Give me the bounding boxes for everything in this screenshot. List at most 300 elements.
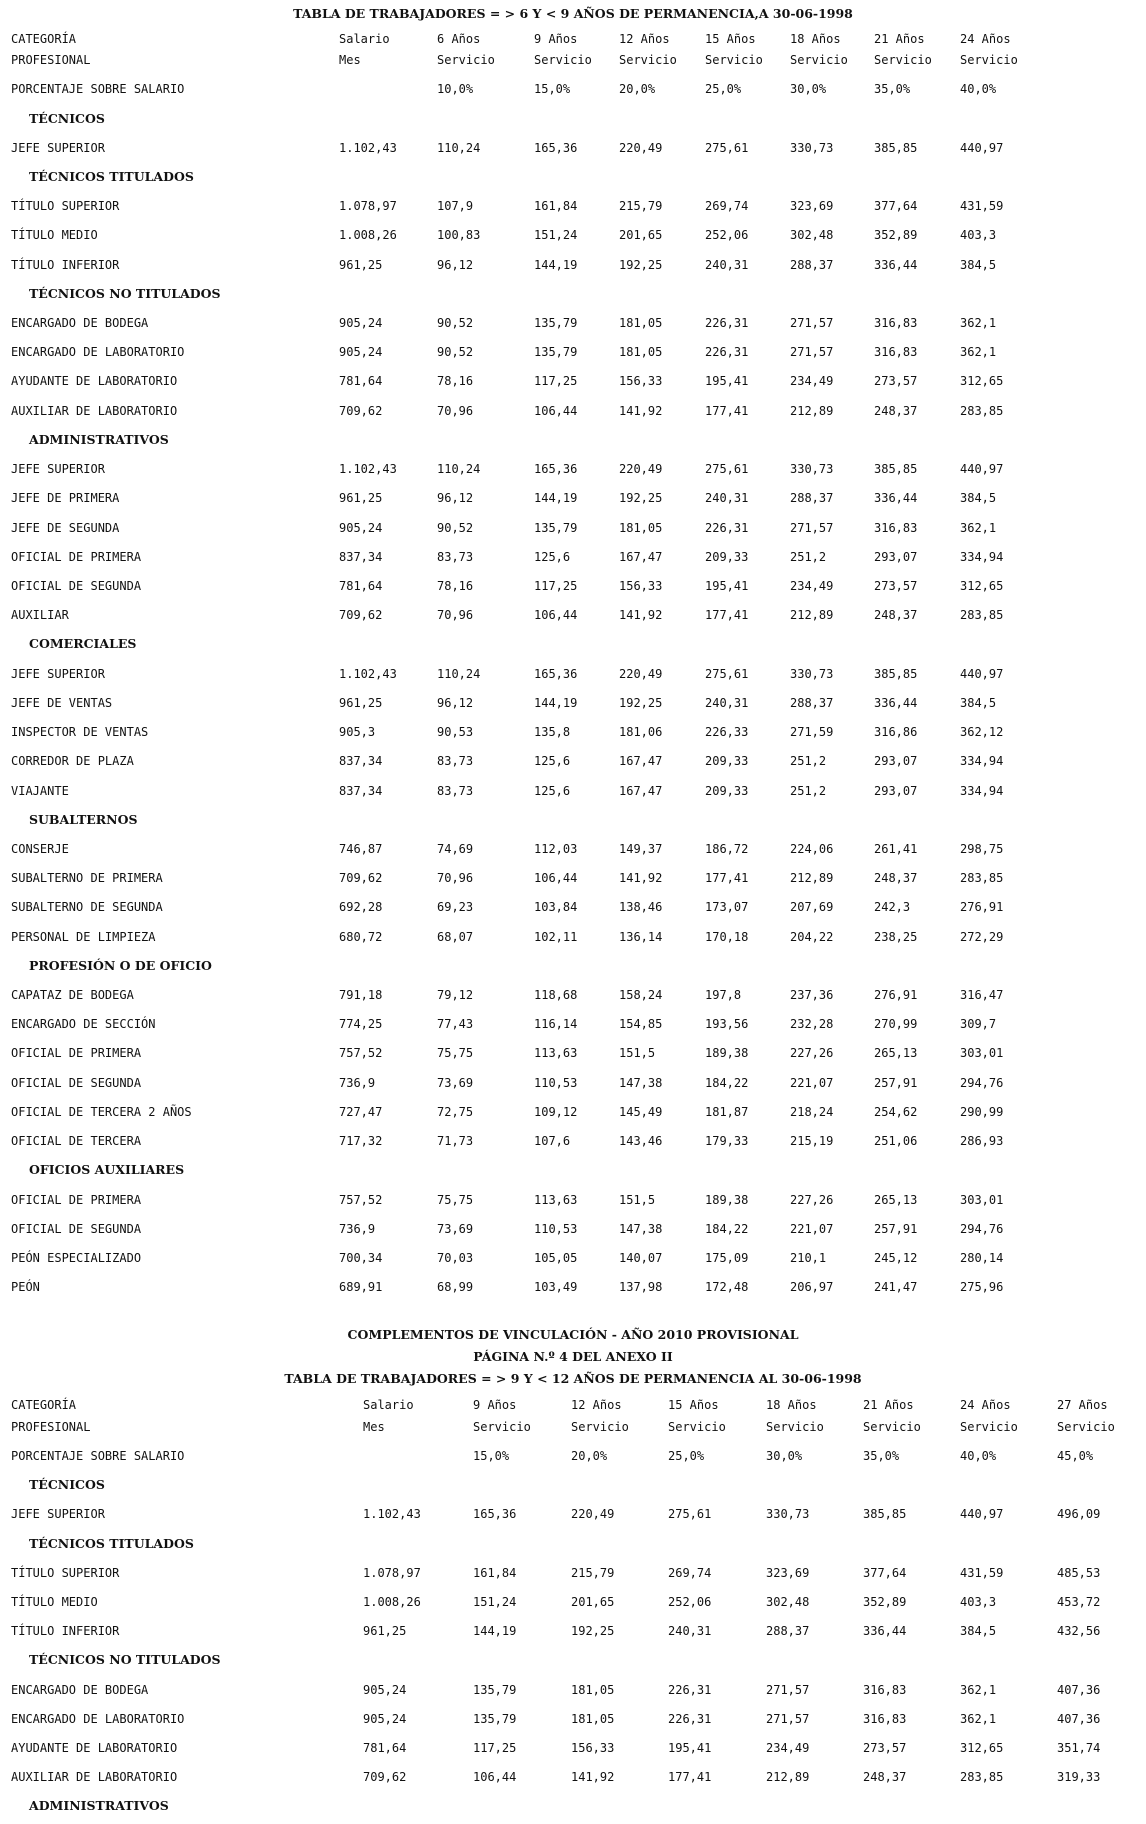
cell-value: Servicio <box>705 53 763 67</box>
cell-value: 385,85 <box>874 141 918 155</box>
cell-value: 757,52 <box>339 1046 383 1060</box>
table-row <box>0 898 1146 916</box>
cell-value: Servicio <box>960 1420 1018 1434</box>
table-row <box>0 226 1146 244</box>
cell-value: 209,33 <box>705 784 749 798</box>
section-heading <box>0 168 1146 186</box>
cell-value: 77,43 <box>437 1017 474 1031</box>
cell-value: 689,91 <box>339 1280 383 1294</box>
row-label: CONSERJE <box>11 842 69 856</box>
cell-value: 1.102,43 <box>339 141 397 155</box>
cell-value: 10,0% <box>437 82 474 96</box>
cell-value: 220,49 <box>619 141 663 155</box>
cell-value: 290,99 <box>960 1105 1004 1119</box>
cell-value: 103,84 <box>534 900 578 914</box>
cell-value: 227,26 <box>790 1193 834 1207</box>
cell-value: 316,83 <box>874 521 918 535</box>
table-title: PÁGINA N.º 4 DEL ANEXO II <box>473 1349 673 1364</box>
cell-value: 135,79 <box>534 316 578 330</box>
cell-value: 167,47 <box>619 550 663 564</box>
row-label: TÍTULO INFERIOR <box>11 1624 120 1638</box>
cell-value: 12 Años <box>571 1398 622 1412</box>
row-label: PEÓN <box>11 1280 40 1294</box>
cell-value: 70,96 <box>437 871 474 885</box>
cell-value: 330,73 <box>790 462 834 476</box>
cell-value: 384,5 <box>960 696 997 710</box>
cell-value: 192,25 <box>619 491 663 505</box>
cell-value: 362,1 <box>960 316 997 330</box>
cell-value: 680,72 <box>339 930 383 944</box>
cell-value: 158,24 <box>619 988 663 1002</box>
cell-value: 135,79 <box>534 345 578 359</box>
cell-value: 226,31 <box>668 1683 712 1697</box>
cell-value: 177,41 <box>705 871 749 885</box>
cell-value: 270,99 <box>874 1017 918 1031</box>
cell-value: 440,97 <box>960 462 1004 476</box>
cell-value: 269,74 <box>668 1566 712 1580</box>
cell-value: 156,33 <box>619 374 663 388</box>
row-label: PORCENTAJE SOBRE SALARIO <box>11 1449 185 1463</box>
cell-value: 961,25 <box>339 258 383 272</box>
cell-value: 961,25 <box>339 696 383 710</box>
cell-value: 27 Años <box>1057 1398 1108 1412</box>
cell-value: 215,79 <box>619 199 663 213</box>
table-row <box>0 1132 1146 1150</box>
row-label: AUXILIAR DE LABORATORIO <box>11 404 178 418</box>
row-label: JEFE DE PRIMERA <box>11 491 120 505</box>
cell-value: 257,91 <box>874 1076 918 1090</box>
row-label: TÍTULO SUPERIOR <box>11 199 120 213</box>
cell-value: 1.102,43 <box>339 462 397 476</box>
cell-value: 135,79 <box>473 1712 517 1726</box>
cell-value: 15,0% <box>473 1449 510 1463</box>
cell-value: 362,1 <box>960 345 997 359</box>
cell-value: 362,1 <box>960 521 997 535</box>
cell-value: 184,22 <box>705 1222 749 1236</box>
cell-value: 271,57 <box>766 1683 810 1697</box>
cell-value: 69,23 <box>437 900 474 914</box>
cell-value: 265,13 <box>874 1046 918 1060</box>
cell-value: 251,2 <box>790 550 827 564</box>
cell-value: Servicio <box>437 53 495 67</box>
cell-value: 172,48 <box>705 1280 749 1294</box>
cell-value: 151,24 <box>534 228 578 242</box>
cell-value: 117,25 <box>473 1741 517 1755</box>
percentage-row <box>0 80 1146 98</box>
section-heading <box>0 1651 1146 1669</box>
cell-value: 143,46 <box>619 1134 663 1148</box>
row-label: AYUDANTE DE LABORATORIO <box>11 374 178 388</box>
cell-value: 221,07 <box>790 1222 834 1236</box>
cell-value: 226,33 <box>705 725 749 739</box>
cell-value: 83,73 <box>437 784 474 798</box>
cell-value: 78,16 <box>437 579 474 593</box>
cell-value: 275,96 <box>960 1280 1004 1294</box>
cell-value: 407,36 <box>1057 1712 1101 1726</box>
cell-value: 241,47 <box>874 1280 918 1294</box>
cell-value: 283,85 <box>960 608 1004 622</box>
cell-value: 275,61 <box>705 462 749 476</box>
cell-value: 336,44 <box>874 696 918 710</box>
cell-value: 40,0% <box>960 1449 997 1463</box>
table-row <box>0 606 1146 624</box>
cell-value: 113,63 <box>534 1046 578 1060</box>
cell-value: 837,34 <box>339 754 383 768</box>
cell-value: 9 Años <box>473 1398 517 1412</box>
cell-value: Servicio <box>534 53 592 67</box>
cell-value: 100,83 <box>437 228 481 242</box>
cell-value: 269,74 <box>705 199 749 213</box>
row-label: ENCARGADO DE BODEGA <box>11 316 149 330</box>
cell-value: 240,31 <box>705 696 749 710</box>
cell-value: 170,18 <box>705 930 749 944</box>
cell-value: 746,87 <box>339 842 383 856</box>
cell-value: 717,32 <box>339 1134 383 1148</box>
cell-value: 110,24 <box>437 462 481 476</box>
cell-value: 156,33 <box>571 1741 615 1755</box>
cell-value: 377,64 <box>874 199 918 213</box>
cell-value: 432,56 <box>1057 1624 1101 1638</box>
cell-value: 179,33 <box>705 1134 749 1148</box>
cell-value: 189,38 <box>705 1046 749 1060</box>
cell-value: 283,85 <box>960 871 1004 885</box>
table-row <box>0 1249 1146 1267</box>
cell-value: 110,24 <box>437 141 481 155</box>
row-label: CATEGORÍA <box>11 32 77 46</box>
section-heading <box>0 431 1146 449</box>
table-header-row <box>0 1418 1146 1436</box>
cell-value: 212,89 <box>766 1770 810 1784</box>
section-label: PROFESIÓN O DE OFICIO <box>29 958 212 973</box>
cell-value: 75,75 <box>437 1046 474 1060</box>
cell-value: 316,86 <box>874 725 918 739</box>
cell-value: 837,34 <box>339 550 383 564</box>
row-label: CORREDOR DE PLAZA <box>11 754 134 768</box>
cell-value: 238,25 <box>874 930 918 944</box>
row-label: JEFE DE VENTAS <box>11 696 113 710</box>
cell-value: Salario <box>339 32 390 46</box>
cell-value: 316,83 <box>863 1683 907 1697</box>
cell-value: 35,0% <box>874 82 911 96</box>
cell-value: 377,64 <box>863 1566 907 1580</box>
row-label: INSPECTOR DE VENTAS <box>11 725 149 739</box>
cell-value: Mes <box>339 53 361 67</box>
cell-value: 248,37 <box>874 404 918 418</box>
cell-value: 109,12 <box>534 1105 578 1119</box>
cell-value: 144,19 <box>534 491 578 505</box>
table-row <box>0 1564 1146 1582</box>
cell-value: 6 Años <box>437 32 481 46</box>
cell-value: 294,76 <box>960 1076 1004 1090</box>
cell-value: 70,96 <box>437 608 474 622</box>
cell-value: 167,47 <box>619 754 663 768</box>
cell-value: 280,14 <box>960 1251 1004 1265</box>
cell-value: 431,59 <box>960 199 1004 213</box>
cell-value: 905,24 <box>339 521 383 535</box>
cell-value: 403,3 <box>960 228 997 242</box>
cell-value: 271,57 <box>790 345 834 359</box>
cell-value: 40,0% <box>960 82 997 96</box>
cell-value: 220,49 <box>619 462 663 476</box>
cell-value: 140,07 <box>619 1251 663 1265</box>
cell-value: 336,44 <box>874 258 918 272</box>
row-label: JEFE DE SEGUNDA <box>11 521 120 535</box>
cell-value: 149,37 <box>619 842 663 856</box>
cell-value: 220,49 <box>571 1507 615 1521</box>
cell-value: 248,37 <box>863 1770 907 1784</box>
cell-value: 24 Años <box>960 1398 1011 1412</box>
cell-value: 312,65 <box>960 1741 1004 1755</box>
cell-value: 206,97 <box>790 1280 834 1294</box>
cell-value: 145,49 <box>619 1105 663 1119</box>
cell-value: 96,12 <box>437 696 474 710</box>
cell-value: 135,79 <box>534 521 578 535</box>
table-row <box>0 314 1146 332</box>
cell-value: 275,61 <box>705 141 749 155</box>
cell-value: 1.008,26 <box>363 1595 421 1609</box>
cell-value: 1.102,43 <box>339 667 397 681</box>
row-label: PROFESIONAL <box>11 53 91 67</box>
cell-value: 195,41 <box>705 374 749 388</box>
cell-value: 107,9 <box>437 199 474 213</box>
cell-value: 709,62 <box>339 608 383 622</box>
cell-value: 18 Años <box>766 1398 817 1412</box>
cell-value: 905,24 <box>339 316 383 330</box>
cell-value: 24 Años <box>960 32 1011 46</box>
table-row <box>0 460 1146 478</box>
cell-value: 112,03 <box>534 842 578 856</box>
table-row <box>0 519 1146 537</box>
cell-value: 15 Años <box>668 1398 719 1412</box>
section-heading <box>0 635 1146 653</box>
cell-value: 240,31 <box>705 491 749 505</box>
table-row <box>0 986 1146 1004</box>
cell-value: 692,28 <box>339 900 383 914</box>
cell-value: 25,0% <box>668 1449 705 1463</box>
cell-value: 385,85 <box>874 667 918 681</box>
cell-value: 384,5 <box>960 258 997 272</box>
cell-value: Servicio <box>766 1420 824 1434</box>
cell-value: 73,69 <box>437 1222 474 1236</box>
cell-value: 905,24 <box>363 1712 407 1726</box>
cell-value: 323,69 <box>790 199 834 213</box>
cell-value: 316,83 <box>874 316 918 330</box>
table-row <box>0 548 1146 566</box>
table-row <box>0 1681 1146 1699</box>
table-row <box>0 1015 1146 1033</box>
row-label: OFICIAL DE TERCERA <box>11 1134 142 1148</box>
cell-value: 212,89 <box>790 608 834 622</box>
cell-value: 302,48 <box>790 228 834 242</box>
table-row <box>0 577 1146 595</box>
cell-value: 1.008,26 <box>339 228 397 242</box>
row-label: OFICIAL DE PRIMERA <box>11 1193 142 1207</box>
cell-value: 18 Años <box>790 32 841 46</box>
cell-value: 293,07 <box>874 550 918 564</box>
cell-value: 90,52 <box>437 521 474 535</box>
cell-value: 791,18 <box>339 988 383 1002</box>
table-row <box>0 1191 1146 1209</box>
table-title: TABLA DE TRABAJADORES = > 6 Y < 9 AÑOS DE PERMANENCIA,A 30-06-1998 <box>293 6 853 21</box>
cell-value: 252,06 <box>705 228 749 242</box>
cell-value: 440,97 <box>960 667 1004 681</box>
cell-value: 177,41 <box>668 1770 712 1784</box>
cell-value: 110,53 <box>534 1076 578 1090</box>
cell-value: Servicio <box>473 1420 531 1434</box>
cell-value: 334,94 <box>960 784 1004 798</box>
cell-value: 96,12 <box>437 491 474 505</box>
table-row <box>0 665 1146 683</box>
cell-value: 90,52 <box>437 316 474 330</box>
row-label: TÍTULO SUPERIOR <box>11 1566 120 1580</box>
row-label: OFICIAL DE PRIMERA <box>11 1046 142 1060</box>
section-label: TÉCNICOS TITULADOS <box>29 1536 194 1551</box>
row-label: OFICIAL DE SEGUNDA <box>11 579 142 593</box>
row-label: OFICIAL DE PRIMERA <box>11 550 142 564</box>
section-label: ADMINISTRATIVOS <box>29 432 169 447</box>
cell-value: 226,31 <box>705 345 749 359</box>
cell-value: 226,31 <box>668 1712 712 1726</box>
cell-value: Servicio <box>790 53 848 67</box>
cell-value: 195,41 <box>668 1741 712 1755</box>
cell-value: 156,33 <box>619 579 663 593</box>
table-row <box>0 1768 1146 1786</box>
cell-value: 319,33 <box>1057 1770 1101 1784</box>
cell-value: 362,1 <box>960 1712 997 1726</box>
cell-value: 961,25 <box>339 491 383 505</box>
table-row <box>0 372 1146 390</box>
cell-value: 257,91 <box>874 1222 918 1236</box>
cell-value: 254,62 <box>874 1105 918 1119</box>
cell-value: 276,91 <box>960 900 1004 914</box>
cell-value: 248,37 <box>874 871 918 885</box>
cell-value: 106,44 <box>473 1770 517 1784</box>
cell-value: 117,25 <box>534 374 578 388</box>
row-label: SUBALTERNO DE SEGUNDA <box>11 900 163 914</box>
section-label: TÉCNICOS <box>29 111 105 126</box>
row-label: AUXILIAR <box>11 608 69 622</box>
cell-value: 288,37 <box>766 1624 810 1638</box>
cell-value: Servicio <box>619 53 677 67</box>
cell-value: 181,05 <box>619 316 663 330</box>
cell-value: 106,44 <box>534 608 578 622</box>
row-label: TÍTULO INFERIOR <box>11 258 120 272</box>
cell-value: 271,57 <box>766 1712 810 1726</box>
cell-value: 181,87 <box>705 1105 749 1119</box>
cell-value: 73,69 <box>437 1076 474 1090</box>
cell-value: 288,37 <box>790 258 834 272</box>
cell-value: 261,41 <box>874 842 918 856</box>
cell-value: 78,16 <box>437 374 474 388</box>
cell-value: 336,44 <box>874 491 918 505</box>
cell-value: 384,5 <box>960 1624 997 1638</box>
cell-value: 161,84 <box>473 1566 517 1580</box>
cell-value: 106,44 <box>534 404 578 418</box>
table-row <box>0 139 1146 157</box>
table-header-row <box>0 30 1146 48</box>
cell-value: 440,97 <box>960 141 1004 155</box>
cell-value: 905,3 <box>339 725 376 739</box>
cell-value: 323,69 <box>766 1566 810 1580</box>
cell-value: 45,0% <box>1057 1449 1094 1463</box>
section-heading <box>0 1161 1146 1179</box>
cell-value: 294,76 <box>960 1222 1004 1236</box>
row-label: PEÓN ESPECIALIZADO <box>11 1251 142 1265</box>
cell-value: 227,26 <box>790 1046 834 1060</box>
row-label: TÍTULO MEDIO <box>11 228 98 242</box>
cell-value: 141,92 <box>619 608 663 622</box>
cell-value: 147,38 <box>619 1222 663 1236</box>
cell-value: 485,53 <box>1057 1566 1101 1580</box>
cell-value: 102,11 <box>534 930 578 944</box>
cell-value: 286,93 <box>960 1134 1004 1148</box>
cell-value: 312,65 <box>960 579 1004 593</box>
row-label: CATEGORÍA <box>11 1398 77 1412</box>
cell-value: 385,85 <box>863 1507 907 1521</box>
cell-value: 15 Años <box>705 32 756 46</box>
table-title: TABLA DE TRABAJADORES = > 9 Y < 12 AÑOS DE PERMANENCIA AL 30-06-1998 <box>284 1371 862 1386</box>
table-row <box>0 1278 1146 1296</box>
cell-value: 757,52 <box>339 1193 383 1207</box>
cell-value: 352,89 <box>874 228 918 242</box>
cell-value: 181,06 <box>619 725 663 739</box>
cell-value: 224,06 <box>790 842 834 856</box>
table-row <box>0 840 1146 858</box>
section-label: OFICIOS AUXILIARES <box>29 1162 185 1177</box>
cell-value: 192,25 <box>619 258 663 272</box>
cell-value: 774,25 <box>339 1017 383 1031</box>
cell-value: 154,85 <box>619 1017 663 1031</box>
cell-value: 273,57 <box>863 1741 907 1755</box>
row-label: CAPATAZ DE BODEGA <box>11 988 134 1002</box>
cell-value: 384,5 <box>960 491 997 505</box>
cell-value: 271,57 <box>790 316 834 330</box>
cell-value: 20,0% <box>571 1449 608 1463</box>
cell-value: Mes <box>363 1420 385 1434</box>
cell-value: 75,75 <box>437 1193 474 1207</box>
cell-value: 245,12 <box>874 1251 918 1265</box>
cell-value: 175,09 <box>705 1251 749 1265</box>
cell-value: 242,3 <box>874 900 911 914</box>
cell-value: Servicio <box>874 53 932 67</box>
cell-value: 35,0% <box>863 1449 900 1463</box>
cell-value: 144,19 <box>534 696 578 710</box>
cell-value: 407,36 <box>1057 1683 1101 1697</box>
cell-value: 110,24 <box>437 667 481 681</box>
cell-value: 181,05 <box>619 345 663 359</box>
cell-value: 90,52 <box>437 345 474 359</box>
cell-value: 1.078,97 <box>339 199 397 213</box>
cell-value: 1.102,43 <box>363 1507 421 1521</box>
cell-value: 330,73 <box>790 141 834 155</box>
cell-value: 212,89 <box>790 871 834 885</box>
cell-value: 330,73 <box>766 1507 810 1521</box>
table-row <box>0 343 1146 361</box>
table-row <box>0 869 1146 887</box>
percentage-row <box>0 1447 1146 1465</box>
cell-value: 293,07 <box>874 754 918 768</box>
cell-value: 252,06 <box>668 1595 712 1609</box>
cell-value: 837,34 <box>339 784 383 798</box>
row-label: PERSONAL DE LIMPIEZA <box>11 930 156 944</box>
section-heading <box>0 1476 1146 1494</box>
cell-value: 118,68 <box>534 988 578 1002</box>
cell-value: 440,97 <box>960 1507 1004 1521</box>
cell-value: 781,64 <box>339 374 383 388</box>
cell-value: 68,99 <box>437 1280 474 1294</box>
cell-value: 173,07 <box>705 900 749 914</box>
cell-value: 125,6 <box>534 550 571 564</box>
